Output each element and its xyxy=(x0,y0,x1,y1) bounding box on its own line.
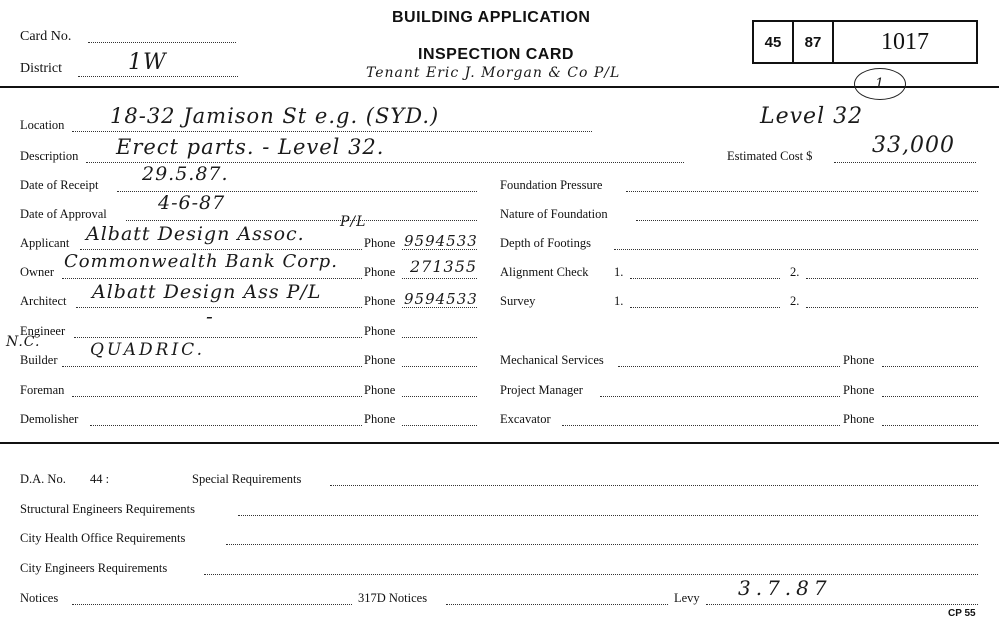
nc-note: N.C. xyxy=(6,334,41,350)
date-approval-label: Date of Approval xyxy=(20,207,107,221)
title-inspection-card: INSPECTION CARD xyxy=(418,46,574,63)
project-manager-phone-label: Phone xyxy=(843,383,875,397)
survey-line-2 xyxy=(806,307,978,308)
project-manager-phone-line xyxy=(882,396,978,397)
mechanical-phone-label: Phone xyxy=(843,353,875,367)
structural-requirements-label: Structural Engineers Requirements xyxy=(20,502,195,516)
architect-value: Albatt Design Ass P/L xyxy=(92,281,322,303)
health-requirements-label: City Health Office Requirements xyxy=(20,531,186,545)
district-line xyxy=(78,76,238,77)
date-receipt-value: 29.5.87. xyxy=(142,163,229,185)
demolisher-label: Demolisher xyxy=(20,412,79,426)
architect-phone-label: Phone xyxy=(364,294,396,308)
engineer-phone-line xyxy=(402,337,477,338)
survey-label: Survey xyxy=(500,294,536,308)
engineer-line xyxy=(74,337,362,338)
excavator-phone-line xyxy=(882,425,978,426)
demolisher-line xyxy=(90,425,362,426)
year-box-b: 87 xyxy=(792,20,834,64)
demolisher-phone-line xyxy=(402,425,477,426)
project-manager-line xyxy=(600,396,840,397)
foreman-phone-line xyxy=(402,396,477,397)
location-label: Location xyxy=(20,118,65,132)
notices-317d-line xyxy=(446,604,668,605)
nature-foundation-line xyxy=(636,220,978,221)
da-no-value: 44 : xyxy=(90,472,110,486)
section-divider xyxy=(0,442,999,444)
foreman-label: Foreman xyxy=(20,383,65,397)
tenant-note: Tenant Eric J. Morgan & Co P/L xyxy=(366,65,621,81)
estimated-cost-value: 33,000 xyxy=(872,133,955,158)
demolisher-phone-label: Phone xyxy=(364,412,396,426)
owner-phone-value: 271355 xyxy=(410,257,478,276)
foreman-phone-label: Phone xyxy=(364,383,396,397)
header-divider xyxy=(0,86,999,88)
mechanical-line xyxy=(618,366,840,367)
estimated-cost-label: Estimated Cost $ xyxy=(727,149,813,163)
applicant-phone-label: Phone xyxy=(364,236,396,250)
builder-line xyxy=(62,366,362,367)
card-number-box: 1017 xyxy=(832,20,978,64)
circled-note: 1 xyxy=(875,76,885,92)
survey-line-1 xyxy=(630,307,780,308)
depth-footings-label: Depth of Footings xyxy=(500,236,591,250)
owner-value: Commonwealth Bank Corp. xyxy=(64,251,338,272)
owner-phone-label: Phone xyxy=(364,265,396,279)
card-no-line xyxy=(88,42,236,43)
card-no-label: Card No. xyxy=(20,29,72,44)
da-no-label: D.A. No. xyxy=(20,472,66,486)
project-manager-label: Project Manager xyxy=(500,383,583,397)
applicant-label: Applicant xyxy=(20,236,70,250)
year-box-a: 45 xyxy=(752,20,794,64)
engineers-requirements-line xyxy=(204,574,978,575)
special-requirements-line xyxy=(330,485,978,486)
applicant-line xyxy=(80,249,362,250)
applicant-value: Albatt Design Assoc. xyxy=(86,223,305,245)
architect-line xyxy=(76,307,362,308)
survey-num-2: 2. xyxy=(790,294,800,308)
district-value: 1W xyxy=(128,50,167,75)
foundation-pressure-label: Foundation Pressure xyxy=(500,178,603,192)
excavator-label: Excavator xyxy=(500,412,551,426)
notices-317d-label: 317D Notices xyxy=(358,591,428,605)
foreman-line xyxy=(72,396,362,397)
notices-line xyxy=(72,604,352,605)
alignment-check-num-2: 2. xyxy=(790,265,800,279)
description-label: Description xyxy=(20,149,79,163)
levy-value: 3.7.87 xyxy=(738,576,832,600)
architect-label: Architect xyxy=(20,294,67,308)
excavator-line xyxy=(562,425,840,426)
special-requirements-label: Special Requirements xyxy=(192,472,302,486)
mechanical-phone-line xyxy=(882,366,978,367)
engineer-value: - xyxy=(206,304,214,328)
location-line xyxy=(72,131,592,132)
structural-requirements-line xyxy=(238,515,978,516)
applicant-phone-value: 9594533 xyxy=(404,232,478,250)
depth-footings-line xyxy=(614,249,978,250)
level-note: Level 32 xyxy=(760,104,864,129)
foundation-pressure-line xyxy=(626,191,978,192)
alignment-check-line-2 xyxy=(806,278,978,279)
engineers-requirements-label: City Engineers Requirements xyxy=(20,561,168,575)
alignment-check-num-1: 1. xyxy=(614,265,624,279)
estimated-cost-line xyxy=(834,162,976,163)
owner-label: Owner xyxy=(20,265,55,279)
location-value: 18-32 Jamison St e.g. (SYD.) xyxy=(110,104,440,128)
circled-mark xyxy=(854,68,906,100)
alignment-check-line-1 xyxy=(630,278,780,279)
owner-phone-line xyxy=(402,278,477,279)
nature-foundation-label: Nature of Foundation xyxy=(500,207,608,221)
date-approval-value: 4-6-87 xyxy=(158,192,226,214)
builder-value: QUADRIC. xyxy=(90,340,205,360)
alignment-check-label: Alignment Check xyxy=(500,265,589,279)
health-requirements-line xyxy=(226,544,978,545)
levy-label: Levy xyxy=(674,591,700,605)
description-value: Erect parts. - Level 32. xyxy=(116,135,385,159)
excavator-phone-label: Phone xyxy=(843,412,875,426)
engineer-phone-label: Phone xyxy=(364,324,396,338)
mechanical-label: Mechanical Services xyxy=(500,353,604,367)
district-label: District xyxy=(20,61,62,76)
levy-line xyxy=(706,604,978,605)
architect-phone-value: 9594533 xyxy=(404,290,478,308)
notices-label: Notices xyxy=(20,591,59,605)
date-receipt-label: Date of Receipt xyxy=(20,178,99,192)
builder-phone-label: Phone xyxy=(364,353,396,367)
owner-line xyxy=(62,278,362,279)
builder-phone-line xyxy=(402,366,477,367)
date-approval-line xyxy=(126,220,477,221)
builder-label: Builder xyxy=(20,353,58,367)
title-building-application: BUILDING APPLICATION xyxy=(392,9,591,26)
form-code: CP 55 xyxy=(948,608,976,619)
engineer-label: Engineer xyxy=(20,324,66,338)
applicant-pl-note: P/L xyxy=(340,214,367,230)
survey-num-1: 1. xyxy=(614,294,624,308)
